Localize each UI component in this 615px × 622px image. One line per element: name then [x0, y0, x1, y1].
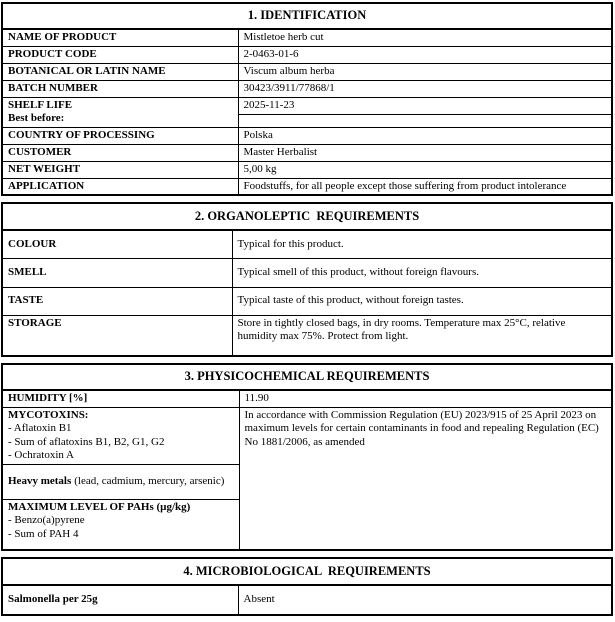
field-value-customer: Master Herbalist [238, 144, 612, 161]
field-value-shelf-life-empty [238, 114, 612, 127]
mycotoxins-item: - Ochratoxin A [8, 449, 74, 461]
field-label-pahs [2, 499, 239, 550]
field-value-name-of-product: Mistletoe herb cut [238, 29, 612, 46]
field-label-net-weight: NET WEIGHT [2, 161, 238, 178]
field-label-country-of-processing: COUNTRY OF PROCESSING [2, 127, 238, 144]
field-value-smell: Typical smell of this product, without foreign flavours. [232, 258, 612, 287]
physicochemical-table [1, 363, 613, 551]
identification-table [1, 2, 613, 196]
field-value-net-weight: 5,00 kg [238, 161, 612, 178]
field-label-batch-number: BATCH NUMBER [2, 80, 238, 97]
field-value-colour: Typical for this product. [232, 230, 612, 258]
field-label-heavy-metals [2, 464, 239, 499]
field-label-salmonella: Salmonella per 25g [2, 585, 238, 615]
field-label-botanical-name: BOTANICAL OR LATIN NAME [2, 63, 238, 80]
field-value-salmonella: Absent [238, 585, 612, 615]
mycotoxins-item: - Aflatoxin B1 [8, 422, 72, 434]
field-value-regulation [239, 407, 612, 550]
field-label-mycotoxins [2, 407, 239, 464]
section-3-title: 3. PHYSICOCHEMICAL REQUIREMENTS [2, 364, 612, 390]
field-label-customer: CUSTOMER [2, 144, 238, 161]
field-value-humidity: 11.90 [239, 390, 612, 407]
field-value-product-code: 2-0463-01-6 [238, 46, 612, 63]
microbiological-table [1, 557, 613, 616]
heavy-metals-detail: (lead, cadmium, mercury, arsenic) [74, 474, 225, 487]
field-label-humidity: HUMIDITY [%] [2, 390, 239, 407]
field-label-shelf-life [2, 97, 238, 127]
organoleptic-table [1, 202, 613, 357]
mycotoxins-item: - Sum of aflatoxins B1, B2, G1, G2 [8, 435, 165, 448]
field-value-shelf-life: 2025-11-23 [238, 97, 612, 114]
field-value-botanical-name: Viscum album herba [238, 63, 612, 80]
pahs-item: - Benzo(a)pyrene [8, 514, 85, 526]
field-label-name-of-product: NAME OF PRODUCT [2, 29, 238, 46]
section-1-title: 1. IDENTIFICATION [2, 3, 612, 29]
field-label-taste: TASTE [2, 287, 232, 315]
field-label-product-code: PRODUCT CODE [2, 46, 238, 63]
field-label-application: APPLICATION [2, 178, 238, 195]
field-label-smell: SMELL [2, 258, 232, 287]
shelf-life-line1: SHELF LIFE [8, 98, 73, 111]
field-value-country-of-processing: Polska [238, 127, 612, 144]
field-value-application: Foodstuffs, for all people except those suffering from product intolerance [238, 178, 612, 195]
mycotoxins-heading: MYCOTOXINS: [8, 408, 89, 421]
field-value-taste: Typical taste of this product, without foreign tastes. [232, 287, 612, 315]
field-value-batch-number: 30423/3911/77868/1 [238, 80, 612, 97]
field-value-storage: Store in tightly closed bags, in dry rooms. Temperature max 25°C, relative humidity max 75%. Protect from light. [232, 315, 612, 356]
regulation-text: In accordance with Commission Regulation (EU) 2023/915 of 25 April 2023 on maximum levels for certain contaminants in food and repealing Regulation (EC) No 1881/2006, as amended [244, 408, 599, 448]
section-4-title: 4. MICROBIOLOGICAL REQUIREMENTS [2, 558, 612, 585]
shelf-life-line2: Best before: [8, 112, 65, 124]
field-label-storage: STORAGE [2, 315, 232, 356]
section-2-title: 2. ORGANOLEPTIC REQUIREMENTS [2, 203, 612, 230]
pahs-heading: MAXIMUM LEVEL OF PAHs (µg/kg) [8, 500, 191, 513]
pahs-item: - Sum of PAH 4 [8, 527, 79, 540]
field-label-colour: COLOUR [2, 230, 232, 258]
heavy-metals-heading: Heavy metals [8, 474, 72, 487]
